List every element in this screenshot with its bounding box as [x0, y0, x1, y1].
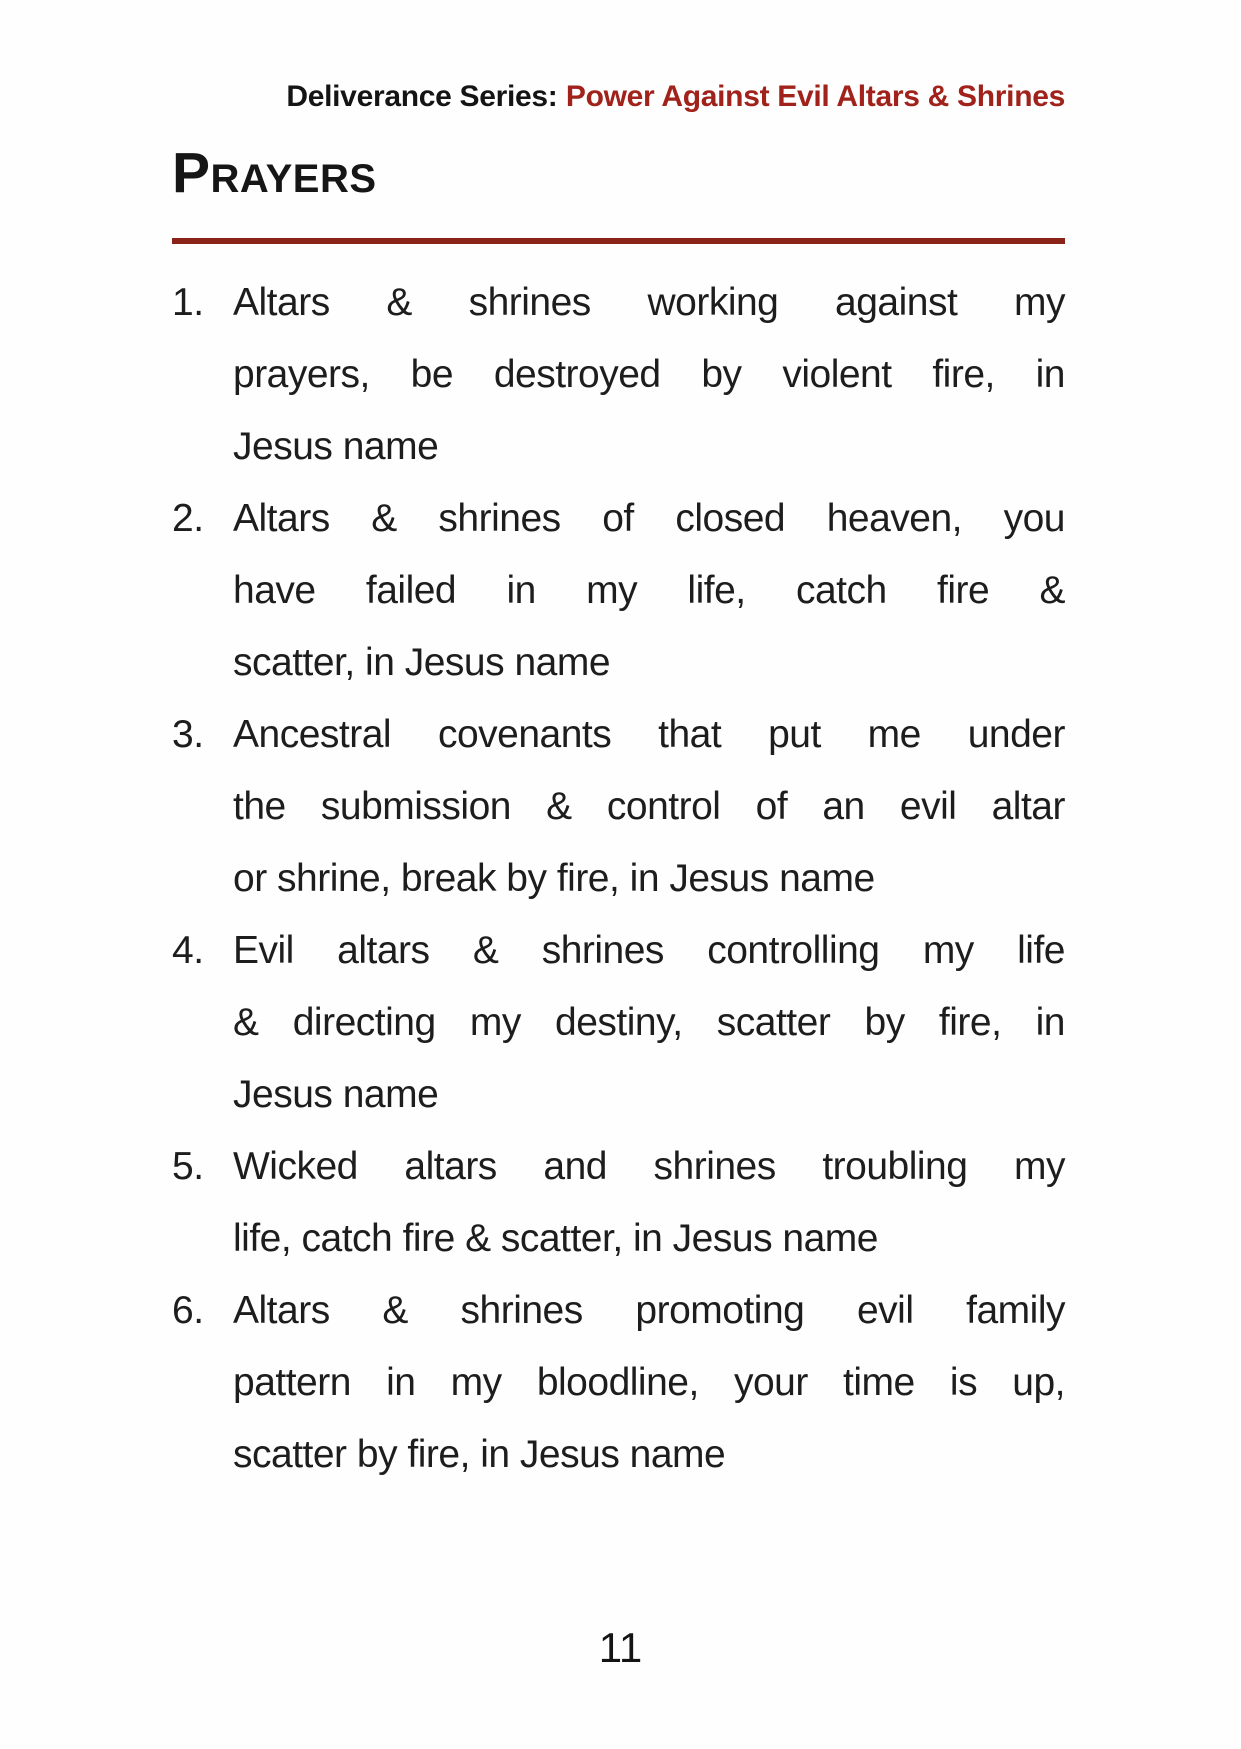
- prayer-text: [233, 699, 1065, 915]
- prayer-number: 3.: [172, 713, 204, 756]
- prayer-line: Wicked altars and shrines troubling my: [233, 1145, 1065, 1188]
- prayer-number: 5.: [172, 1145, 204, 1188]
- book-title: Power Against Evil Altars & Shrines: [565, 80, 1065, 113]
- running-header: [286, 80, 1065, 114]
- prayer-line: or shrine, break by fire, in Jesus name: [233, 857, 875, 900]
- prayer-text: [233, 1275, 1065, 1491]
- prayer-line: have failed in my life, catch fire &: [233, 569, 1065, 612]
- prayer-line: scatter, in Jesus name: [233, 641, 611, 684]
- prayer-text: [233, 1131, 1065, 1275]
- prayer-line: life, catch fire & scatter, in Jesus name: [233, 1217, 878, 1260]
- prayer-line: Altars & shrines working against my: [233, 281, 1065, 324]
- section-heading: Prayers: [172, 141, 377, 205]
- page-number: 11: [598, 1624, 643, 1671]
- prayer-list: [172, 267, 1065, 1491]
- prayer-line: the submission & control of an evil altar: [233, 785, 1065, 828]
- prayer-line: pattern in my bloodline, your time is up,: [233, 1361, 1065, 1404]
- prayer-text: [233, 483, 1065, 699]
- prayer-line: Altars & shrines of closed heaven, you: [233, 497, 1065, 540]
- prayer-text: [233, 267, 1065, 483]
- prayer-item: [172, 699, 1065, 915]
- prayer-line: Jesus name: [233, 1073, 439, 1116]
- prayer-number: 2.: [172, 497, 204, 540]
- prayer-number: 6.: [172, 1289, 204, 1332]
- prayer-line: Ancestral covenants that put me under: [233, 713, 1065, 756]
- prayer-line: Evil altars & shrines controlling my life: [233, 929, 1065, 972]
- prayer-item: [172, 1131, 1065, 1275]
- prayer-text: [233, 915, 1065, 1131]
- prayer-line: Jesus name: [233, 425, 439, 468]
- series-label: Deliverance Series:: [286, 80, 558, 113]
- prayer-number: 1.: [172, 281, 204, 324]
- prayer-item: [172, 915, 1065, 1131]
- prayer-line: & directing my destiny, scatter by fire, in: [233, 1001, 1065, 1044]
- prayer-line: prayers, be destroyed by violent fire, in: [233, 353, 1065, 396]
- prayer-item: [172, 483, 1065, 699]
- prayer-line: scatter by fire, in Jesus name: [233, 1433, 726, 1476]
- prayer-item: [172, 1275, 1065, 1491]
- heading-divider: [172, 238, 1065, 244]
- prayer-number: 4.: [172, 929, 204, 972]
- prayer-line: Altars & shrines promoting evil family: [233, 1289, 1065, 1332]
- prayer-item: [172, 267, 1065, 483]
